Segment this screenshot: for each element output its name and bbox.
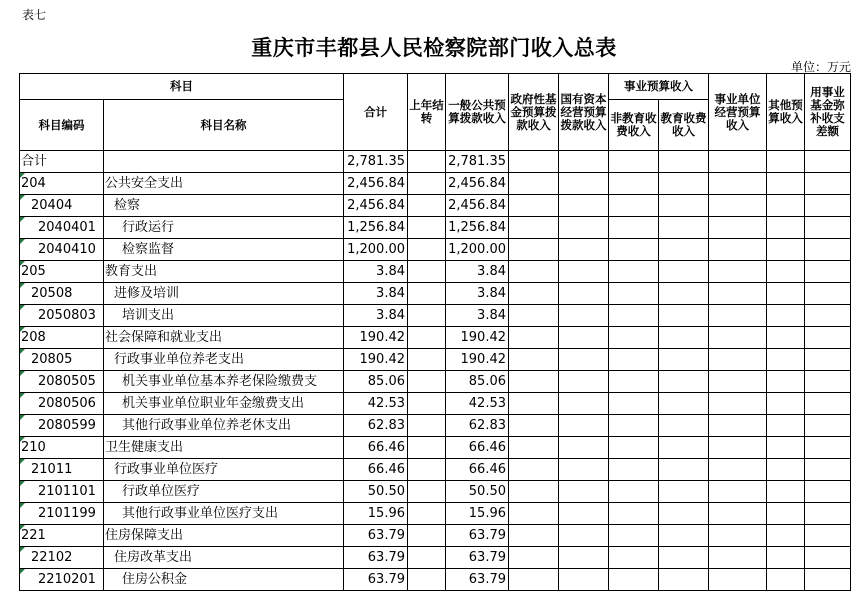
row-state-capital xyxy=(559,151,609,173)
row-fund-offset xyxy=(805,437,851,459)
row-non-edu-fee xyxy=(609,393,659,415)
header-business-group: 事业预算收入 xyxy=(609,74,709,100)
row-gov-fund xyxy=(509,261,559,283)
row-general-budget: 2,456.84 xyxy=(446,195,509,217)
row-gov-fund xyxy=(509,173,559,195)
row-gov-fund xyxy=(509,371,559,393)
table-row xyxy=(20,239,851,261)
row-total: 190.42 xyxy=(344,327,408,349)
row-other xyxy=(767,261,805,283)
row-non-edu-fee xyxy=(609,459,659,481)
header-gov-fund: 政府性基金预算拨款收入 xyxy=(509,74,559,151)
row-other xyxy=(767,151,805,173)
table-row xyxy=(20,305,851,327)
row-fund-offset xyxy=(805,327,851,349)
header-total: 合计 xyxy=(344,74,408,151)
row-fund-offset xyxy=(805,195,851,217)
row-non-edu-fee xyxy=(609,503,659,525)
row-edu-fee xyxy=(659,503,709,525)
row-carryover xyxy=(408,393,446,415)
row-edu-fee xyxy=(659,415,709,437)
header-state-capital: 国有资本经营预算拨款收入 xyxy=(559,74,609,151)
row-fund-offset xyxy=(805,371,851,393)
row-other xyxy=(767,393,805,415)
row-non-edu-fee xyxy=(609,525,659,547)
table-row xyxy=(20,173,851,195)
row-carryover xyxy=(408,151,446,173)
row-total: 190.42 xyxy=(344,349,408,371)
header-edu-fee: 教育收费收入 xyxy=(659,100,709,151)
row-fund-offset xyxy=(805,459,851,481)
row-fund-offset xyxy=(805,349,851,371)
row-gov-fund xyxy=(509,569,559,591)
row-name: 教育支出 xyxy=(104,261,344,283)
row-code: 21011 xyxy=(20,459,104,481)
row-state-capital xyxy=(559,173,609,195)
row-general-budget: 63.79 xyxy=(446,525,509,547)
header-general-budget: 一般公共预算拨款收入 xyxy=(446,74,509,151)
table-row xyxy=(20,261,851,283)
row-code: 2210201 xyxy=(20,569,104,591)
row-other xyxy=(767,525,805,547)
row-fund-offset xyxy=(805,217,851,239)
table-row xyxy=(20,349,851,371)
row-carryover xyxy=(408,173,446,195)
row-non-edu-fee xyxy=(609,481,659,503)
row-state-capital xyxy=(559,415,609,437)
row-other xyxy=(767,349,805,371)
row-state-capital xyxy=(559,327,609,349)
row-fund-offset xyxy=(805,569,851,591)
row-name: 住房公积金 xyxy=(104,569,344,591)
row-code: 2040401 xyxy=(20,217,104,239)
row-carryover xyxy=(408,481,446,503)
table-body xyxy=(20,151,851,591)
row-business-unit xyxy=(709,503,767,525)
row-other xyxy=(767,239,805,261)
row-total: 42.53 xyxy=(344,393,408,415)
row-total: 3.84 xyxy=(344,283,408,305)
table-number-label: 表七 xyxy=(22,8,47,22)
table-row xyxy=(20,569,851,591)
row-business-unit xyxy=(709,173,767,195)
row-non-edu-fee xyxy=(609,349,659,371)
row-fund-offset xyxy=(805,525,851,547)
row-fund-offset xyxy=(805,481,851,503)
row-code: 20508 xyxy=(20,283,104,305)
row-general-budget: 1,256.84 xyxy=(446,217,509,239)
row-state-capital xyxy=(559,305,609,327)
row-general-budget: 66.46 xyxy=(446,437,509,459)
row-code: 205 xyxy=(20,261,104,283)
row-gov-fund xyxy=(509,349,559,371)
row-state-capital xyxy=(559,393,609,415)
row-total: 66.46 xyxy=(344,437,408,459)
row-name: 检察监督 xyxy=(104,239,344,261)
row-code: 221 xyxy=(20,525,104,547)
row-edu-fee xyxy=(659,525,709,547)
row-gov-fund xyxy=(509,393,559,415)
row-name: 检察 xyxy=(104,195,344,217)
header-name: 科目名称 xyxy=(104,100,344,151)
row-code: 2101199 xyxy=(20,503,104,525)
row-state-capital xyxy=(559,217,609,239)
row-other xyxy=(767,371,805,393)
row-code: 20805 xyxy=(20,349,104,371)
row-code: 22102 xyxy=(20,547,104,569)
row-fund-offset xyxy=(805,283,851,305)
row-non-edu-fee xyxy=(609,261,659,283)
row-other xyxy=(767,305,805,327)
row-total: 2,456.84 xyxy=(344,173,408,195)
row-gov-fund xyxy=(509,305,559,327)
table-row xyxy=(20,217,851,239)
row-general-budget: 15.96 xyxy=(446,503,509,525)
row-non-edu-fee xyxy=(609,437,659,459)
row-carryover xyxy=(408,327,446,349)
row-name xyxy=(104,151,344,173)
row-name: 社会保障和就业支出 xyxy=(104,327,344,349)
row-other xyxy=(767,195,805,217)
row-edu-fee xyxy=(659,261,709,283)
row-other xyxy=(767,503,805,525)
row-business-unit xyxy=(709,547,767,569)
table-row xyxy=(20,547,851,569)
row-edu-fee xyxy=(659,173,709,195)
row-total: 2,456.84 xyxy=(344,195,408,217)
row-carryover xyxy=(408,239,446,261)
row-carryover xyxy=(408,217,446,239)
row-state-capital xyxy=(559,569,609,591)
row-code: 208 xyxy=(20,327,104,349)
row-other xyxy=(767,547,805,569)
row-edu-fee xyxy=(659,305,709,327)
row-code: 2080599 xyxy=(20,415,104,437)
row-carryover xyxy=(408,503,446,525)
row-general-budget: 190.42 xyxy=(446,327,509,349)
table-row xyxy=(20,415,851,437)
row-non-edu-fee xyxy=(609,327,659,349)
row-gov-fund xyxy=(509,547,559,569)
row-fund-offset xyxy=(805,173,851,195)
row-name: 其他行政事业单位养老休支出 xyxy=(104,415,344,437)
row-carryover xyxy=(408,283,446,305)
row-state-capital xyxy=(559,459,609,481)
table-row xyxy=(20,371,851,393)
row-general-budget: 190.42 xyxy=(446,349,509,371)
row-total: 1,256.84 xyxy=(344,217,408,239)
row-business-unit xyxy=(709,569,767,591)
row-carryover xyxy=(408,261,446,283)
row-other xyxy=(767,437,805,459)
table-row xyxy=(20,481,851,503)
row-business-unit xyxy=(709,393,767,415)
row-edu-fee xyxy=(659,239,709,261)
row-name: 行政事业单位养老支出 xyxy=(104,349,344,371)
row-general-budget: 3.84 xyxy=(446,283,509,305)
row-total: 3.84 xyxy=(344,261,408,283)
row-gov-fund xyxy=(509,151,559,173)
row-fund-offset xyxy=(805,393,851,415)
row-edu-fee xyxy=(659,437,709,459)
row-edu-fee xyxy=(659,217,709,239)
row-name: 其他行政事业单位医疗支出 xyxy=(104,503,344,525)
row-general-budget: 42.53 xyxy=(446,393,509,415)
row-general-budget: 3.84 xyxy=(446,305,509,327)
row-general-budget: 50.50 xyxy=(446,481,509,503)
row-edu-fee xyxy=(659,349,709,371)
row-edu-fee xyxy=(659,195,709,217)
row-general-budget: 63.79 xyxy=(446,547,509,569)
row-other xyxy=(767,481,805,503)
row-other xyxy=(767,569,805,591)
row-non-edu-fee xyxy=(609,173,659,195)
row-code: 合计 xyxy=(20,151,104,173)
row-business-unit xyxy=(709,437,767,459)
row-state-capital xyxy=(559,525,609,547)
row-carryover xyxy=(408,459,446,481)
row-fund-offset xyxy=(805,239,851,261)
row-gov-fund xyxy=(509,217,559,239)
row-carryover xyxy=(408,415,446,437)
row-edu-fee xyxy=(659,151,709,173)
row-non-edu-fee xyxy=(609,305,659,327)
row-business-unit xyxy=(709,481,767,503)
row-fund-offset xyxy=(805,261,851,283)
row-total: 63.79 xyxy=(344,547,408,569)
row-name: 进修及培训 xyxy=(104,283,344,305)
income-summary-table xyxy=(19,73,851,591)
row-name: 住房保障支出 xyxy=(104,525,344,547)
row-other xyxy=(767,459,805,481)
row-carryover xyxy=(408,349,446,371)
row-name: 机关事业单位基本养老保险缴费支 xyxy=(104,371,344,393)
row-carryover xyxy=(408,547,446,569)
row-other xyxy=(767,327,805,349)
row-business-unit xyxy=(709,371,767,393)
row-code: 2080506 xyxy=(20,393,104,415)
header-code: 科目编码 xyxy=(20,100,104,151)
row-business-unit xyxy=(709,349,767,371)
row-name: 公共安全支出 xyxy=(104,173,344,195)
row-general-budget: 63.79 xyxy=(446,569,509,591)
row-carryover xyxy=(408,195,446,217)
row-total: 66.46 xyxy=(344,459,408,481)
row-code: 204 xyxy=(20,173,104,195)
header-carryover: 上年结转 xyxy=(408,74,446,151)
row-edu-fee xyxy=(659,481,709,503)
row-general-budget: 2,781.35 xyxy=(446,151,509,173)
table-row xyxy=(20,525,851,547)
table-row xyxy=(20,283,851,305)
row-gov-fund xyxy=(509,503,559,525)
row-total: 50.50 xyxy=(344,481,408,503)
row-total: 3.84 xyxy=(344,305,408,327)
row-non-edu-fee xyxy=(609,151,659,173)
row-non-edu-fee xyxy=(609,415,659,437)
row-name: 行政事业单位医疗 xyxy=(104,459,344,481)
row-total: 15.96 xyxy=(344,503,408,525)
row-gov-fund xyxy=(509,415,559,437)
row-gov-fund xyxy=(509,481,559,503)
row-fund-offset xyxy=(805,305,851,327)
row-carryover xyxy=(408,371,446,393)
row-general-budget: 85.06 xyxy=(446,371,509,393)
row-name: 机关事业单位职业年金缴费支出 xyxy=(104,393,344,415)
row-non-edu-fee xyxy=(609,283,659,305)
row-non-edu-fee xyxy=(609,239,659,261)
row-non-edu-fee xyxy=(609,217,659,239)
row-total: 85.06 xyxy=(344,371,408,393)
row-state-capital xyxy=(559,371,609,393)
header-other: 其他预算收入 xyxy=(767,74,805,151)
row-name: 行政运行 xyxy=(104,217,344,239)
row-edu-fee xyxy=(659,569,709,591)
row-code: 2101101 xyxy=(20,481,104,503)
row-gov-fund xyxy=(509,327,559,349)
row-gov-fund xyxy=(509,239,559,261)
row-carryover xyxy=(408,305,446,327)
table-row xyxy=(20,195,851,217)
table-row xyxy=(20,151,851,173)
row-business-unit xyxy=(709,217,767,239)
row-non-edu-fee xyxy=(609,569,659,591)
row-state-capital xyxy=(559,481,609,503)
row-total: 62.83 xyxy=(344,415,408,437)
row-carryover xyxy=(408,525,446,547)
header-fund-offset: 用事业基金弥补收支差额 xyxy=(805,74,851,151)
row-general-budget: 2,456.84 xyxy=(446,173,509,195)
row-business-unit xyxy=(709,283,767,305)
row-total: 2,781.35 xyxy=(344,151,408,173)
row-state-capital xyxy=(559,261,609,283)
row-general-budget: 3.84 xyxy=(446,261,509,283)
row-name: 培训支出 xyxy=(104,305,344,327)
row-fund-offset xyxy=(805,503,851,525)
row-name: 卫生健康支出 xyxy=(104,437,344,459)
row-edu-fee xyxy=(659,547,709,569)
row-edu-fee xyxy=(659,393,709,415)
row-non-edu-fee xyxy=(609,195,659,217)
table-row xyxy=(20,503,851,525)
row-business-unit xyxy=(709,525,767,547)
header-business-unit: 事业单位经营预算收入 xyxy=(709,74,767,151)
row-other xyxy=(767,415,805,437)
row-gov-fund xyxy=(509,459,559,481)
row-business-unit xyxy=(709,151,767,173)
row-state-capital xyxy=(559,437,609,459)
row-state-capital xyxy=(559,503,609,525)
table-row xyxy=(20,327,851,349)
header-subject: 科目 xyxy=(20,74,344,100)
row-other xyxy=(767,173,805,195)
row-gov-fund xyxy=(509,195,559,217)
row-code: 2080505 xyxy=(20,371,104,393)
row-fund-offset xyxy=(805,547,851,569)
row-state-capital xyxy=(559,283,609,305)
row-code: 20404 xyxy=(20,195,104,217)
row-total: 63.79 xyxy=(344,569,408,591)
row-general-budget: 66.46 xyxy=(446,459,509,481)
row-business-unit xyxy=(709,415,767,437)
row-general-budget: 1,200.00 xyxy=(446,239,509,261)
row-business-unit xyxy=(709,195,767,217)
row-business-unit xyxy=(709,305,767,327)
row-gov-fund xyxy=(509,525,559,547)
row-other xyxy=(767,217,805,239)
row-business-unit xyxy=(709,327,767,349)
row-business-unit xyxy=(709,459,767,481)
row-gov-fund xyxy=(509,437,559,459)
row-fund-offset xyxy=(805,415,851,437)
row-carryover xyxy=(408,569,446,591)
row-total: 1,200.00 xyxy=(344,239,408,261)
row-code: 2050803 xyxy=(20,305,104,327)
row-edu-fee xyxy=(659,459,709,481)
row-business-unit xyxy=(709,261,767,283)
row-code: 2040410 xyxy=(20,239,104,261)
row-state-capital xyxy=(559,239,609,261)
row-fund-offset xyxy=(805,151,851,173)
row-general-budget: 62.83 xyxy=(446,415,509,437)
row-state-capital xyxy=(559,547,609,569)
page-title: 重庆市丰都县人民检察院部门收入总表 xyxy=(251,35,617,60)
row-edu-fee xyxy=(659,371,709,393)
row-non-edu-fee xyxy=(609,371,659,393)
table-row xyxy=(20,437,851,459)
table-row xyxy=(20,459,851,481)
row-gov-fund xyxy=(509,283,559,305)
row-name: 住房改革支出 xyxy=(104,547,344,569)
row-edu-fee xyxy=(659,327,709,349)
row-code: 210 xyxy=(20,437,104,459)
row-total: 63.79 xyxy=(344,525,408,547)
header-non-edu-fee: 非教育收费收入 xyxy=(609,100,659,151)
row-state-capital xyxy=(559,349,609,371)
row-other xyxy=(767,283,805,305)
row-non-edu-fee xyxy=(609,547,659,569)
row-carryover xyxy=(408,437,446,459)
row-name: 行政单位医疗 xyxy=(104,481,344,503)
row-business-unit xyxy=(709,239,767,261)
row-state-capital xyxy=(559,195,609,217)
table-row xyxy=(20,393,851,415)
unit-label: 单位：万元 xyxy=(790,60,851,74)
row-edu-fee xyxy=(659,283,709,305)
